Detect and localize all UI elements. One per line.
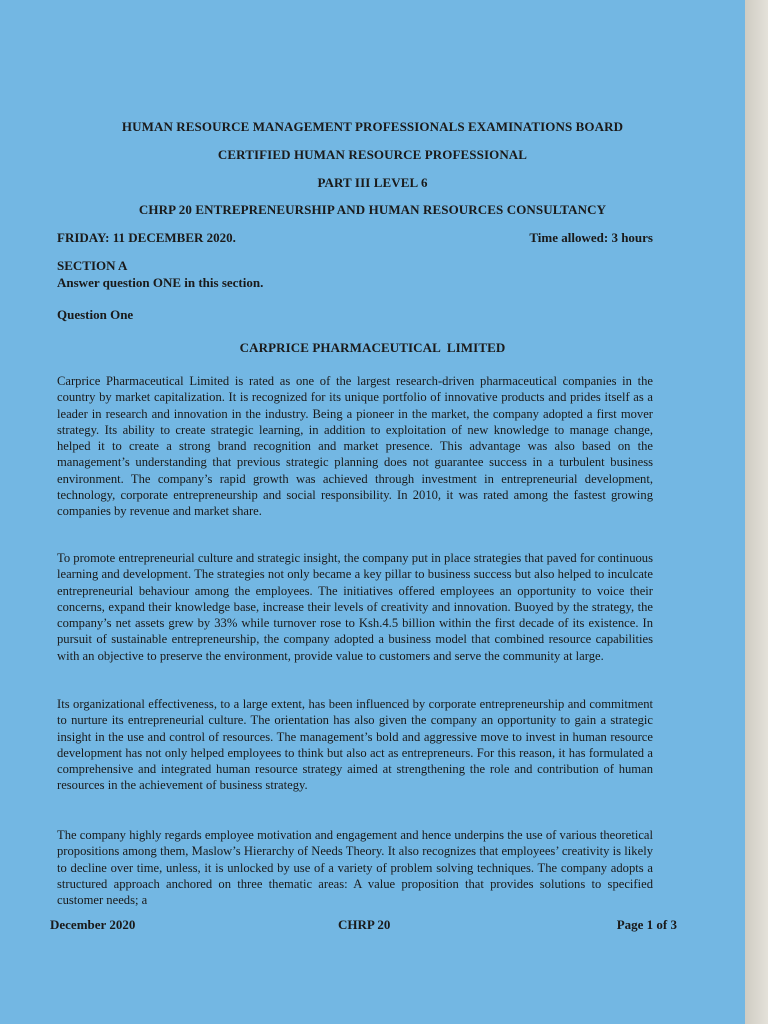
footer-page: Page 1 of 3 (616, 917, 677, 932)
board-heading: HUMAN RESOURCE MANAGEMENT PROFESSIONALS EXAMINATIONS BOARD (121, 119, 624, 134)
exam-date: FRIDAY: 11 DECEMBER 2020. (57, 230, 236, 245)
page-edge (745, 0, 768, 1024)
case-paragraph-2: To promote entrepreneurial culture and strategic insight, the company put in place strategies that paved for continuous learning and development. The strategies not only became a key pillar to business success but also helped to inculcate entrepreneurial behaviour among the employees. The initiatives offered employees an opportunity to voice their concerns, expand their knowledge base, increase their levels of creativity and innovation. Buoyed by the strategy, the company’s net assets grew by 33% while turnover rose to Ksh.4.5 billion within the first decade of its existence. In pursuit of sustainable entrepreneurship, the company adopted a business model that combined resource capabilities with an objective to preserve the environment, provide value to customers and serve the community at large. (57, 551, 653, 663)
footer-code: CHRP 20 (338, 917, 391, 932)
case-paragraph-1: Carprice Pharmaceutical Limited is rated as one of the largest research-driven pharmaceutical companies in the country by market capitalization. It is recognized for its unique portfolio of innovative products and prides itself as a leader in research and innovation in the industry. Being a pioneer in the market, the company adopted a first mover strategy. Its ability to create strategic learning, in addition to exploitation of new knowledge to manage change, helped it to create a strong brand recognition and market presence. This advantage was also based on the management’s understanding that previous strategic planning does not guarantee success in a turbulent business environment. The company’s rapid growth was achieved through investment in entrepreneurial development, technology, corporate entrepreneurship and social responsibility. In 2010, it was rated among the fastest growing companies by revenue and market share. (57, 374, 653, 519)
time-allowed: Time allowed: 3 hours (529, 230, 653, 245)
qualification-heading: CERTIFIED HUMAN RESOURCE PROFESSIONAL (217, 147, 528, 162)
section-title: SECTION A (57, 258, 128, 273)
case-paragraph-3: Its organizational effectiveness, to a large extent, has been influenced by corporate entrepreneurship and commitment to nurture its entrepreneurial culture. The orientation has also given the company an opportunity to gain a strategic insight in the use and control of resources. The management’s bold and aggressive move to invest in human resource development has not only helped employees to think but also act as entrepreneurs. For this reason, it has formulated a comprehensive and integrated human resource strategy aimed at strengthening the role and contribution of human resources in the achievement of business strategy. (57, 697, 653, 793)
case-title: CARPRICE PHARMACEUTICAL LIMITED (239, 340, 506, 355)
section-instruction: Answer question ONE in this section. (57, 275, 264, 290)
case-paragraph-4: The company highly regards employee motivation and engagement and hence underpins the use of various theoretical propositions among them, Maslow’s Hierarchy of Needs Theory. It also recognizes that employees’ creativity is likely to decline over time, unless, it is unlocked by use of a variety of problem solving techniques. The company adopts a structured approach anchored on three thematic areas: A value proposition that provides solutions to specified customer needs; a (57, 828, 653, 908)
part-heading: PART III LEVEL 6 (317, 175, 428, 190)
question-label: Question One (57, 307, 134, 322)
course-heading: CHRP 20 ENTREPRENEURSHIP AND HUMAN RESOURCES CONSULTANCY (138, 202, 607, 217)
footer-date: December 2020 (50, 917, 136, 932)
